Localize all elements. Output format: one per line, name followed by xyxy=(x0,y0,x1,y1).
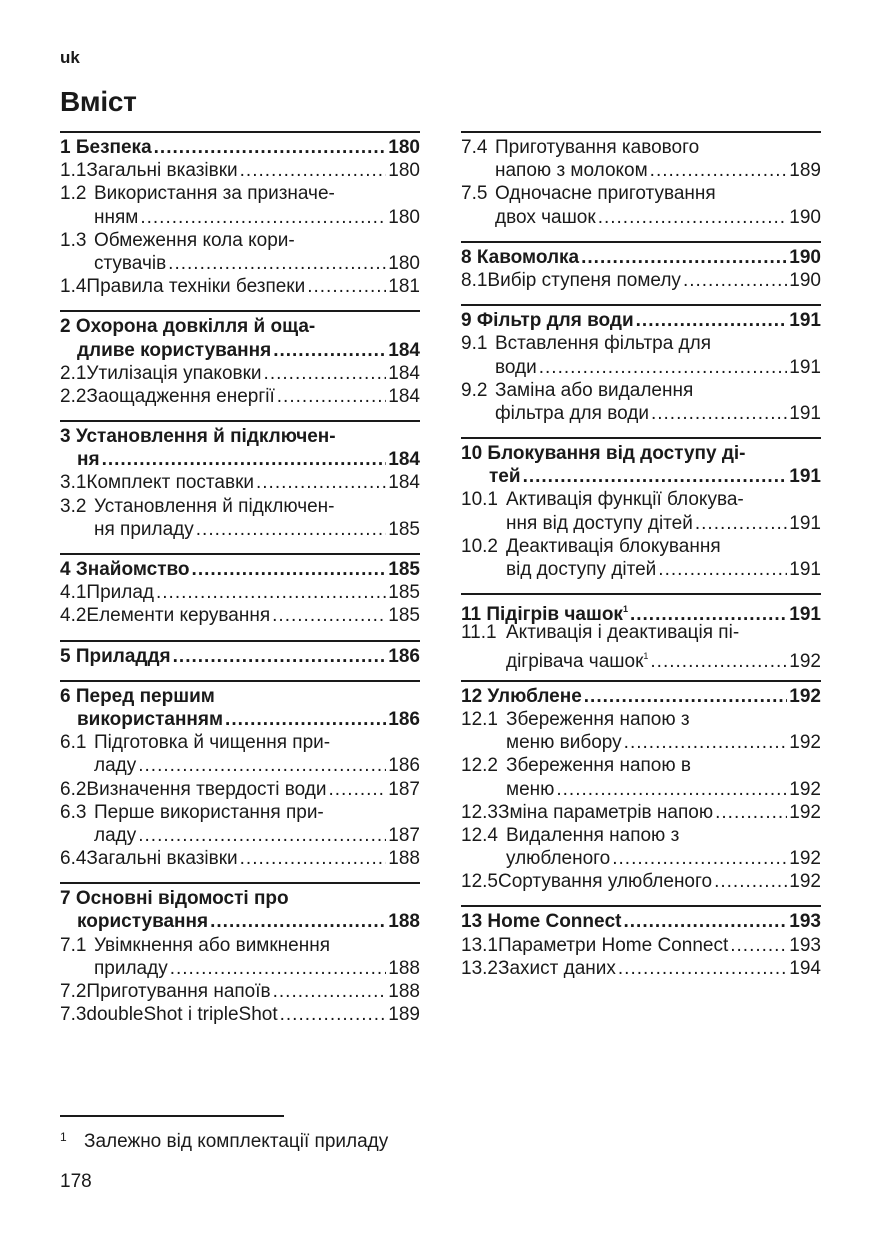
toc-entry-7-4-cont[interactable]: напою з молоком ..... 189 xyxy=(461,159,821,182)
footnote xyxy=(60,1130,388,1153)
toc-heading-3-cont[interactable]: ня ..... 184 xyxy=(60,448,420,471)
toc-section-10 xyxy=(461,437,821,581)
toc-entry-7-5[interactable]: 7.5 Одночасне приготування xyxy=(461,183,716,205)
toc-entry-1-4[interactable]: 1.4 Правила техніки безпеки ..... 181 xyxy=(60,275,420,298)
toc-entry-6-3-cont[interactable]: ладу ..... 187 xyxy=(60,824,420,847)
footnote-mark: 1 xyxy=(60,1130,67,1144)
toc-section-9 xyxy=(461,304,821,425)
toc-section-2 xyxy=(60,310,420,408)
toc-section-4 xyxy=(60,553,420,628)
toc-entry-11-1-cont[interactable]: дігрівача чашок$^1$ ..... 192 xyxy=(461,645,821,668)
toc-entry-12-2-cont[interactable]: меню ..... 192 xyxy=(461,778,821,801)
toc-section-5 xyxy=(60,640,420,668)
toc-entry-13-1[interactable]: 13.1 Параметри Home Connect ..... 193 xyxy=(461,934,821,957)
toc-heading-11[interactable]: 11 Підігрів чашок$^1$ ..... 191 xyxy=(461,598,821,621)
toc-entry-12-4-cont[interactable]: улюбленого ..... 192 xyxy=(461,847,821,870)
toc-entry-7-1[interactable]: 7.1 Увімкнення або вимкнення xyxy=(60,934,331,956)
toc-heading-6-cont[interactable]: використанням ..... 186 xyxy=(60,708,420,731)
toc-entry-9-1[interactable]: 9.1 Вставлення фільтра для xyxy=(461,333,712,355)
page-number: 178 xyxy=(60,1171,92,1192)
toc-entry-13-2[interactable]: 13.2 Захист даних ..... 194 xyxy=(461,957,821,980)
toc-entry-6-1[interactable]: 6.1 Підготовка й чищення при- xyxy=(60,732,331,754)
toc-entry-6-4[interactable]: 6.4 Загальні вказівки ..... 188 xyxy=(60,847,420,870)
toc-entry-9-2[interactable]: 9.2 Заміна або видалення xyxy=(461,379,694,401)
toc-section-7-continued xyxy=(461,131,821,229)
toc-column-left xyxy=(60,131,420,1038)
toc-entry-11-1[interactable]: 11.1 Активація і деактивація пі- xyxy=(461,622,740,644)
toc-entry-10-1-cont[interactable]: ння від доступу дітей ..... 191 xyxy=(461,512,821,535)
toc-entry-8-1[interactable]: 8.1 Вибір ступеня помелу ..... 190 xyxy=(461,269,821,292)
toc-heading-4[interactable]: 4 Знайомство ..... 185 xyxy=(60,558,420,581)
toc-heading-6[interactable]: 6 Перед першим xyxy=(60,685,215,707)
toc-heading-10[interactable]: 10 Блокування від доступу ді- xyxy=(461,443,746,465)
toc-entry-6-1-cont[interactable]: ладу ..... 186 xyxy=(60,754,420,777)
toc-section-12 xyxy=(461,680,821,894)
toc-entry-2-1[interactable]: 2.1 Утилізація упаковки ..... 184 xyxy=(60,362,420,385)
toc-section-1 xyxy=(60,131,420,298)
toc-heading-7[interactable]: 7 Основні відомості про xyxy=(60,888,289,910)
toc-entry-3-1[interactable]: 3.1 Комплект поставки ..... 184 xyxy=(60,471,420,494)
toc-entry-1-2-cont[interactable]: нням ..... 180 xyxy=(60,206,420,229)
toc-section-8 xyxy=(461,241,821,292)
language-code: uk xyxy=(60,48,80,67)
toc-entry-12-2[interactable]: 12.2 Збереження напою в xyxy=(461,755,691,777)
toc-heading-8[interactable]: 8 Кавомолка ..... 190 xyxy=(461,246,821,269)
toc-heading-10-cont[interactable]: тей ..... 191 xyxy=(461,465,821,488)
toc-entry-7-3[interactable]: 7.3 doubleShot і tripleShot ..... 189 xyxy=(60,1003,420,1026)
toc-entry-1-2[interactable]: 1.2 Використання за призначе- xyxy=(60,183,335,205)
toc-entry-7-1-cont[interactable]: приладу ..... 188 xyxy=(60,957,420,980)
toc-entry-4-1[interactable]: 4.1 Прилад ..... 185 xyxy=(60,581,420,604)
toc-heading-2-cont[interactable]: дливе користування ..... 184 xyxy=(60,339,420,362)
toc-section-6 xyxy=(60,680,420,871)
toc-heading-13[interactable]: 13 Home Connect ..... 193 xyxy=(461,910,821,933)
toc-entry-3-2-cont[interactable]: ня приладу ..... 185 xyxy=(60,518,420,541)
toc-entry-12-1-cont[interactable]: меню вибору ..... 192 xyxy=(461,731,821,754)
toc-entry-12-5[interactable]: 12.5 Сортування улюбленого ..... 192 xyxy=(461,870,821,893)
toc-entry-6-3[interactable]: 6.3 Перше використання при- xyxy=(60,801,324,823)
toc-entry-1-3[interactable]: 1.3 Обмеження кола кори- xyxy=(60,229,295,251)
toc-section-7 xyxy=(60,882,420,1026)
toc-heading-12[interactable]: 12 Улюблене ..... 192 xyxy=(461,685,821,708)
toc-entry-4-2[interactable]: 4.2 Елементи керування ..... 185 xyxy=(60,604,420,627)
toc-heading-1[interactable]: 1 Безпека ..... 180 xyxy=(60,136,420,159)
toc-entry-12-4[interactable]: 12.4 Видалення напою з xyxy=(461,824,680,846)
toc-entry-7-5-cont[interactable]: двох чашок ..... 190 xyxy=(461,206,821,229)
toc-entry-10-1[interactable]: 10.1 Активація функції блокува- xyxy=(461,489,744,511)
toc-entry-10-2-cont[interactable]: від доступу дітей ..... 191 xyxy=(461,558,821,581)
toc-entry-2-2[interactable]: 2.2 Заощадження енергії ..... 184 xyxy=(60,385,420,408)
toc-entry-12-3[interactable]: 12.3 Зміна параметрів напою ..... 192 xyxy=(461,801,821,824)
toc-entry-9-2-cont[interactable]: фільтра для води ..... 191 xyxy=(461,402,821,425)
toc-entry-9-1-cont[interactable]: води ..... 191 xyxy=(461,356,821,379)
toc-entry-12-1[interactable]: 12.1 Збереження напою з xyxy=(461,708,690,730)
toc-column-right xyxy=(461,131,821,992)
page-title: Вміст xyxy=(60,86,137,117)
footnote-text: Залежно від комплектації приладу xyxy=(84,1131,389,1152)
toc-entry-6-2[interactable]: 6.2 Визначення твердості води ..... 187 xyxy=(60,778,420,801)
toc-entry-7-4[interactable]: 7.4 Приготування кавового xyxy=(461,137,700,158)
footnote-divider xyxy=(60,1115,284,1117)
toc-entry-10-2[interactable]: 10.2 Деактивація блокування xyxy=(461,535,721,557)
toc-section-3 xyxy=(60,420,420,541)
toc-entry-7-2[interactable]: 7.2 Приготування напоїв ..... 188 xyxy=(60,980,420,1003)
toc-entry-1-1[interactable]: 1.1 Загальні вказівки ..... 180 xyxy=(60,159,420,182)
footnote-ref: 1 xyxy=(622,604,628,615)
footnote-ref: 1 xyxy=(643,650,649,661)
toc-section-11 xyxy=(461,593,821,672)
toc-heading-9[interactable]: 9 Фільтр для води ..... 191 xyxy=(461,309,821,332)
toc-heading-5[interactable]: 5 Приладдя ..... 186 xyxy=(60,645,420,668)
toc-heading-3[interactable]: 3 Установлення й підключен- xyxy=(60,426,336,448)
toc-entry-1-3-cont[interactable]: стувачів ..... 180 xyxy=(60,252,420,275)
toc-heading-7-cont[interactable]: користування ..... 188 xyxy=(60,910,420,933)
toc-heading-2[interactable]: 2 Охорона довкілля й оща- xyxy=(60,316,316,338)
toc-section-13 xyxy=(461,905,821,980)
toc-entry-3-2[interactable]: 3.2 Установлення й підключен- xyxy=(60,495,335,517)
